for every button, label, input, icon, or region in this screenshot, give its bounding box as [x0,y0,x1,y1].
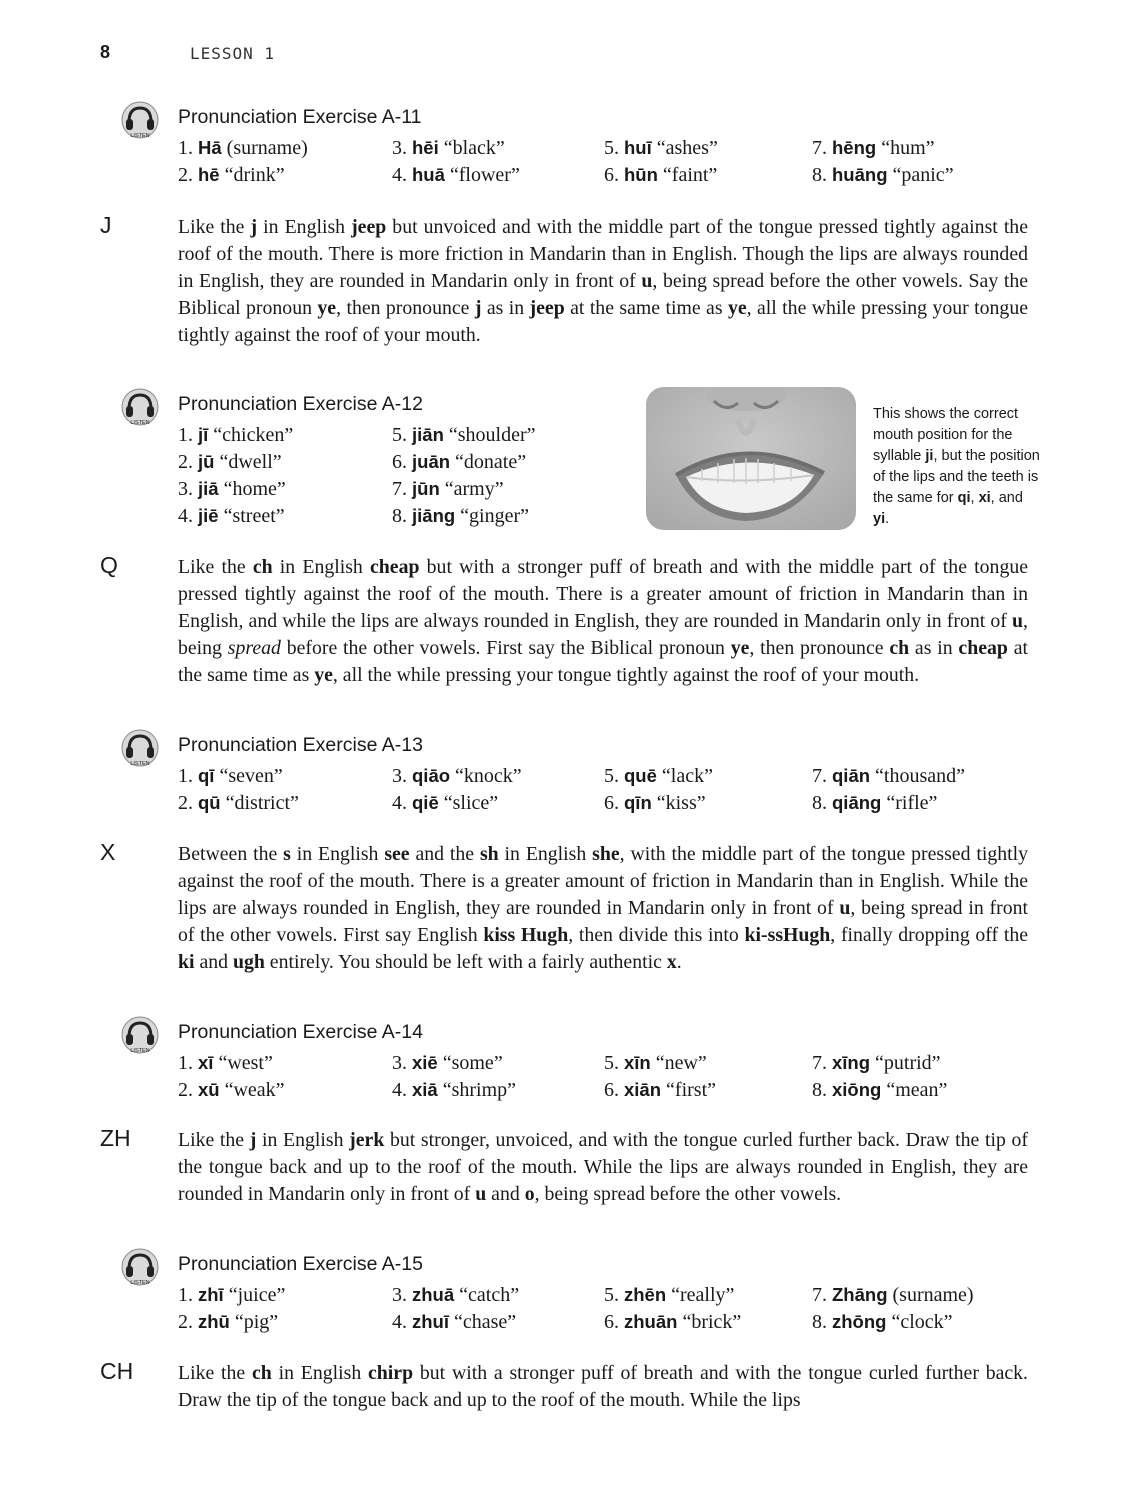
bold-term: ye [727,297,747,319]
exercise-item [178,478,286,501]
pinyin-syllable: zhuī [412,1311,449,1332]
exercise-item [178,792,299,815]
exercise-item [604,1052,707,1075]
exercise-item [178,451,282,474]
headphones-icon[interactable] [120,1247,160,1287]
pinyin-syllable: hē [198,164,220,185]
item-gloss: “panic” [887,164,954,186]
item-number: 6. [604,1079,624,1101]
item-gloss: “black” [438,137,505,159]
pinyin-syllable: jiān [412,424,444,445]
text-run: and [486,1183,525,1205]
item-gloss: “home” [218,478,286,500]
text-run: , being spread before the other vowels. Say the Biblical pronoun [178,270,1028,319]
pinyin-syllable: zhuān [624,1311,678,1332]
item-gloss: “district” [220,792,299,814]
section-letter: Q [100,552,118,578]
text-run: Like the [178,1362,253,1384]
item-number: 3. [392,137,412,159]
item-gloss: “first” [661,1079,717,1101]
pinyin-syllable: zhū [198,1311,230,1332]
section-paragraph [178,554,1028,689]
item-gloss: “brick” [677,1311,742,1333]
pinyin-syllable: quē [624,765,657,786]
exercise-item [178,1079,285,1102]
pinyin-syllable: huāng [832,164,888,185]
text-run: , then pronounce [336,297,475,319]
item-gloss: “flower” [444,164,520,186]
item-gloss: “shoulder” [443,424,536,446]
pinyin-syllable: hēi [412,137,439,158]
bold-term: ch [252,556,273,578]
pinyin-syllable: jūn [412,478,440,499]
item-number: 5. [392,424,412,446]
item-gloss: “new” [650,1052,707,1074]
exercise-item [812,765,965,788]
bold-term: kiss Hugh [483,924,569,946]
item-gloss: “putrid” [870,1052,941,1074]
pinyin-syllable: jū [198,451,215,472]
exercise-item [392,164,520,187]
bold-term: x [666,951,677,973]
exercise-item [604,792,706,815]
item-number: 8. [812,164,832,186]
text-run: and the [409,843,480,865]
text-run: Like the [178,1129,250,1151]
bold-term: j [250,216,258,238]
text-run: , [970,490,979,506]
exercise-title: Pronunciation Exercise A-15 [178,1253,423,1275]
section-letter: X [100,839,116,865]
pinyin-syllable: xīng [832,1052,871,1073]
exercise-title: Pronunciation Exercise A-12 [178,393,423,415]
bold-term: ye [317,297,337,319]
headphones-icon[interactable] [120,728,160,768]
bold-term: u [475,1183,487,1205]
bold-term: jeep [529,297,565,319]
item-number: 6. [604,792,624,814]
headphones-icon[interactable] [120,100,160,140]
exercise-item [392,451,526,474]
text-run: and [194,951,233,973]
item-number: 6. [604,164,624,186]
item-gloss: (surname) [221,137,308,159]
text-run: , and [990,490,1023,506]
pinyin-syllable: jī [198,424,209,445]
item-number: 3. [392,1284,412,1306]
text-run: in English [256,1129,350,1151]
pinyin-syllable: jiē [198,505,219,526]
item-number: 1. [178,1284,198,1306]
page-number: 8 [100,42,111,62]
section-paragraph [178,214,1028,349]
photo-caption [873,404,1043,530]
exercise-item [392,505,529,528]
item-number: 4. [178,505,198,527]
exercise-item [392,1079,516,1102]
text-run: as in [909,637,959,659]
text-run: in English [498,843,593,865]
exercise-item [604,1079,716,1102]
item-number: 1. [178,424,198,446]
bold-term: she [592,843,620,865]
item-number: 2. [178,792,198,814]
item-gloss: “lack” [656,765,713,787]
text-run: , all the while pressing your tongue tightly against the roof of your mouth. [178,297,1028,346]
item-number: 2. [178,1311,198,1333]
text-run: in English [272,556,371,578]
item-gloss: “rifle” [881,792,938,814]
item-number: 7. [812,1284,832,1306]
item-gloss: “juice” [223,1284,286,1306]
exercise-item [812,164,954,187]
svg-text:LISTEN: LISTEN [130,761,150,767]
mouth-illustration [646,387,856,530]
item-gloss: “hum” [876,137,935,159]
item-gloss: (surname) [887,1284,974,1306]
pinyin-syllable: qiāng [832,792,882,813]
bold-term: ki-ssHugh [744,924,831,946]
item-gloss: “army” [439,478,504,500]
text-run: before the other vowels. First say the Biblical pronoun [280,637,731,659]
exercise-item [178,137,308,160]
item-number: 5. [604,1052,624,1074]
pinyin-syllable: zhōng [832,1311,887,1332]
exercise-item [812,1052,941,1075]
exercise-item [604,1311,741,1334]
text-run: . [676,951,682,973]
text-run: This shows the correct mouth position for the syllable [873,406,1019,464]
text-run: , then pronounce [749,637,890,659]
pinyin-syllable: Hā [198,137,222,158]
exercise-item [392,1052,503,1075]
item-number: 6. [604,1311,624,1333]
section-letter: ZH [100,1125,131,1151]
bold-term: ye [314,664,333,686]
item-gloss: “street” [218,505,285,527]
pinyin-syllable: xiān [624,1079,662,1100]
bold-term: chirp [368,1362,414,1384]
exercise-item [604,137,718,160]
item-number: 3. [392,765,412,787]
exercise-item [392,137,505,160]
item-number: 6. [392,451,412,473]
text-run: as in [481,297,530,319]
text-run: entirely. You should be left with a fairly authentic [264,951,667,973]
text-run: at the same time as [178,637,1028,686]
text-run: , all the while pressing your tongue tightly against the roof of your mouth. [332,664,920,686]
item-gloss: “drink” [219,164,285,186]
text-run: Like the [178,556,253,578]
svg-text:LISTEN: LISTEN [130,1280,150,1286]
exercise-item [392,1311,516,1334]
item-gloss: “donate” [450,451,527,473]
bold-term: jeep [351,216,387,238]
exercise-item [178,164,285,187]
bold-term: ye [730,637,750,659]
section-paragraph [178,1127,1028,1208]
text-run: , with the middle part of the tongue pressed tightly against the roof of the mouth. There is a greater amount of friction in Mandarin than in English. While the lips are always rounded in English, they are rounded in Mandarin only in front of [178,843,1028,919]
bold-term: sh [479,843,499,865]
pinyin-syllable: jiā [198,478,219,499]
pinyin-syllable: qū [198,792,221,813]
item-gloss: “clock” [886,1311,953,1333]
text-run: Between the [178,843,284,865]
exercise-title: Pronunciation Exercise A-11 [178,106,422,128]
text-run: in English [271,1362,369,1384]
svg-text:LISTEN: LISTEN [130,1048,150,1054]
exercise-item [812,137,935,160]
item-gloss: “catch” [454,1284,520,1306]
item-gloss: “thousand” [870,765,966,787]
pinyin-syllable: juān [412,451,451,472]
pinyin-syllable: xiē [412,1052,438,1073]
bold-term: ji [925,448,934,464]
pinyin-syllable: zhī [198,1284,224,1305]
bold-term: s [283,843,291,865]
exercise-title: Pronunciation Exercise A-13 [178,734,423,756]
item-gloss: “slice” [438,792,499,814]
text-run: , finally dropping off the [830,924,1029,946]
exercise-item [178,1052,273,1075]
bold-term: u [839,897,851,919]
text-run: at the same time as [564,297,728,319]
item-gloss: “west” [213,1052,273,1074]
text-run: but stronger, unvoiced, and with the tongue curled further back. Draw the tip of the tongue back and up to the roof of the mouth. While the lips are always rounded in English, they are rounded in Mandarin only in front of [178,1129,1029,1205]
pinyin-syllable: xū [198,1079,220,1100]
item-number: 2. [178,164,198,186]
text-run: , being spread before the other vowels. [534,1183,842,1205]
pinyin-syllable: hūn [624,164,658,185]
text-run: , but the position of the lips and the teeth is the same for [873,448,1040,506]
item-gloss: “knock” [450,765,522,787]
item-gloss: “dwell” [214,451,282,473]
bold-term: see [384,843,410,865]
section-paragraph [178,841,1028,976]
bold-term: jerk [349,1129,385,1151]
item-number: 5. [604,1284,624,1306]
text-run: Like the [178,216,251,238]
exercise-item [812,792,937,815]
item-number: 4. [392,792,412,814]
pinyin-syllable: huī [624,137,652,158]
item-number: 4. [392,1079,412,1101]
italic-term: spread [227,637,281,659]
text-run: but unvoiced and with the middle part of the tongue pressed tightly against the roof of the mouth. There is more friction in Mandarin than in English. Though the lips are always rounded in English, they are rounded in Mandarin only in front of [178,216,1028,292]
text-run: , being spread in front of the other vowels. First say English [178,897,1029,946]
item-gloss: “ashes” [651,137,718,159]
pinyin-syllable: jiāng [412,505,456,526]
item-number: 7. [812,765,832,787]
item-number: 8. [812,1079,832,1101]
text-run: , being [178,610,1028,659]
page-header [100,42,276,63]
item-gloss: “ginger” [455,505,530,527]
bold-term: ugh [232,951,265,973]
pinyin-syllable: hēng [832,137,877,158]
bold-term: ch [252,1362,272,1384]
bold-term: ch [889,637,910,659]
item-gloss: “mean” [881,1079,948,1101]
exercise-item [812,1311,953,1334]
item-number: 8. [392,505,412,527]
pinyin-syllable: xī [198,1052,214,1073]
pinyin-syllable: zhuā [412,1284,455,1305]
text-run: but with a stronger puff of breath and with the middle part of the tongue pressed tightly against the roof of the mouth. There is a greater amount of friction in Mandarin than in English, and while the lips are always rounded in English, they are rounded in Mandarin only in front of [178,556,1029,632]
item-number: 1. [178,137,198,159]
item-number: 1. [178,765,198,787]
item-number: 1. [178,1052,198,1074]
section-letter: J [100,212,112,238]
pinyin-syllable: xiā [412,1079,438,1100]
headphones-icon[interactable] [120,387,160,427]
exercise-item [178,765,283,788]
pinyin-syllable: qiē [412,792,439,813]
text-run: in English [290,843,385,865]
item-number: 7. [812,137,832,159]
item-number: 2. [178,1079,198,1101]
item-gloss: “kiss” [651,792,706,814]
headphones-icon[interactable] [120,1015,160,1055]
item-number: 3. [392,1052,412,1074]
text-run: . [885,511,890,527]
lesson-label: LESSON 1 [190,44,276,63]
section-letter: CH [100,1358,134,1384]
bold-term: qi [957,490,971,506]
item-gloss: “chase” [449,1311,517,1333]
svg-text:LISTEN: LISTEN [130,133,150,139]
exercise-item [604,765,713,788]
item-number: 5. [604,137,624,159]
bold-term: xi [978,490,991,506]
exercise-item [392,424,536,447]
item-number: 4. [392,1311,412,1333]
exercise-item [178,424,293,447]
bold-term: u [641,270,653,292]
pinyin-syllable: qiān [832,765,871,786]
exercise-item [392,1284,519,1307]
text-run: but with a stronger puff of breath and with the tongue curled further back. Draw the tip of the tongue back and up to the roof of the mouth. While the lips [178,1362,1029,1411]
item-number: 2. [178,451,198,473]
pinyin-syllable: qīn [624,792,652,813]
bold-term: j [249,1129,257,1151]
pinyin-syllable: qiāo [412,765,451,786]
item-number: 7. [392,478,412,500]
section-paragraph [178,1360,1028,1414]
item-number: 3. [178,478,198,500]
bold-term: yi [873,511,886,527]
bold-term: cheap [370,556,420,578]
pinyin-syllable: zhēn [624,1284,667,1305]
pinyin-syllable: qī [198,765,215,786]
pinyin-syllable: huā [412,164,445,185]
item-number: 5. [604,765,624,787]
pinyin-syllable: xīn [624,1052,651,1073]
exercise-item [604,1284,734,1307]
item-number: 7. [812,1052,832,1074]
text-run: in English [257,216,352,238]
item-gloss: “chicken” [208,424,294,446]
item-number: 8. [812,1311,832,1333]
pinyin-syllable: xiōng [832,1079,882,1100]
item-gloss: “some” [437,1052,503,1074]
item-gloss: “weak” [219,1079,285,1101]
exercise-item [812,1079,947,1102]
exercise-item [178,505,285,528]
exercise-title: Pronunciation Exercise A-14 [178,1021,423,1043]
exercise-item [178,1284,285,1307]
bold-term: ki [178,951,195,973]
exercise-item [392,765,522,788]
item-gloss: “pig” [229,1311,279,1333]
item-gloss: “really” [666,1284,735,1306]
svg-text:LISTEN: LISTEN [130,420,150,426]
item-gloss: “faint” [657,164,718,186]
mouth-photo [646,387,856,530]
exercise-item [812,1284,974,1307]
item-gloss: “shrimp” [437,1079,517,1101]
bold-term: u [1012,610,1024,632]
text-run: , then divide this into [568,924,745,946]
exercise-item [178,1311,278,1334]
exercise-item [392,478,504,501]
bold-term: o [524,1183,535,1205]
item-gloss: “seven” [214,765,283,787]
item-number: 4. [392,164,412,186]
bold-term: cheap [958,637,1008,659]
exercise-item [392,792,498,815]
exercise-item [604,164,717,187]
pinyin-syllable: Zhāng [832,1284,888,1305]
bold-term: j [474,297,482,319]
item-number: 8. [812,792,832,814]
